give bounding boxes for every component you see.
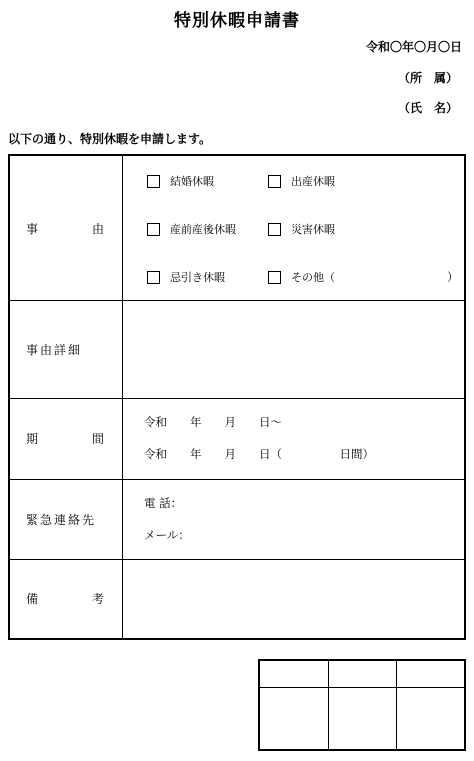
- option-label: その他（: [291, 271, 335, 284]
- option-maternity[interactable]: [147, 221, 236, 237]
- checkbox[interactable]: [268, 175, 281, 188]
- checkbox[interactable]: [268, 223, 281, 236]
- reason-detail-row: [10, 300, 464, 399]
- remarks-row: [10, 559, 464, 638]
- option-label: 産前産後休暇: [170, 223, 236, 236]
- approval-stamp-box: [258, 659, 466, 751]
- option-childbirth[interactable]: [268, 173, 335, 189]
- option-label: 結婚休暇: [170, 175, 214, 188]
- application-date: 令和〇年〇月〇日: [365, 40, 462, 54]
- other-close-paren: ）: [447, 270, 459, 284]
- option-bereavement[interactable]: [147, 269, 225, 285]
- reason-row: [10, 156, 464, 301]
- checkbox[interactable]: [268, 271, 281, 284]
- option-disaster[interactable]: [268, 221, 335, 237]
- option-other[interactable]: [268, 269, 335, 285]
- department-label: （所 属）: [397, 71, 458, 85]
- period-label: [10, 398, 122, 479]
- checkbox[interactable]: [147, 175, 160, 188]
- period-label-char-2: 間: [91, 432, 106, 446]
- period-label-char-1: 期: [26, 432, 41, 446]
- approval-column-line: [328, 661, 329, 749]
- remarks-label-char-2: 考: [91, 592, 106, 606]
- period-end: 令和 年 月 日（ 日間）: [144, 447, 374, 461]
- contact-row: [10, 479, 464, 560]
- option-label: 忌引き休暇: [170, 271, 225, 284]
- reason-label-char-2: 由: [91, 221, 106, 236]
- reason-detail-label: 事由詳細: [26, 342, 83, 357]
- intro-text: 以下の通り、特別休暇を申請します。: [8, 132, 212, 146]
- option-label: 出産休暇: [291, 175, 335, 188]
- reason-label: [10, 156, 122, 300]
- approval-header-line: [260, 687, 464, 688]
- option-label: 災害休暇: [291, 223, 335, 236]
- document-title: 特別休暇申請書: [174, 11, 300, 31]
- remarks-label-char-1: 備: [26, 592, 41, 606]
- option-marriage[interactable]: [147, 173, 214, 189]
- checkbox[interactable]: [147, 223, 160, 236]
- contact-label: 緊急連絡先: [26, 512, 97, 527]
- period-row: [10, 398, 464, 480]
- name-label: （氏 名）: [397, 101, 458, 115]
- remarks-label: [10, 559, 122, 638]
- mail-label: メール：: [144, 528, 190, 542]
- phone-label: 電 話：: [144, 496, 183, 510]
- approval-column-line: [396, 661, 397, 749]
- period-start: 令和 年 月 日～: [144, 415, 282, 429]
- checkbox[interactable]: [147, 271, 160, 284]
- application-form: [8, 154, 466, 640]
- reason-label-char-1: 事: [26, 221, 41, 236]
